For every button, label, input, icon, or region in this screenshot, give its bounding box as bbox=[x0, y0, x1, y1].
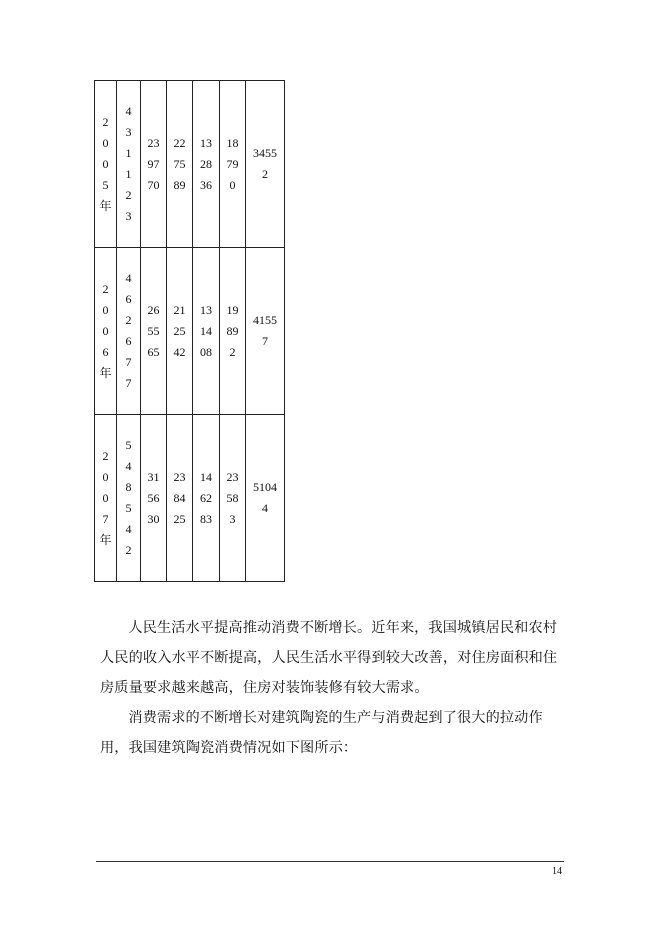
value-cell: 31 56 30 bbox=[141, 415, 167, 582]
value-cell: 23 58 3 bbox=[220, 415, 246, 582]
year-cell: 2 0 0 5 年 bbox=[95, 81, 117, 248]
total-cell: 4 6 2 6 7 7 bbox=[117, 248, 141, 415]
value-cell: 13 14 08 bbox=[193, 248, 220, 415]
body-paragraph: 消费需求的不断增长对建筑陶瓷的生产与消费起到了很大的拉动作用，我国建筑陶瓷消费情况如下图所示： bbox=[100, 710, 543, 756]
year-cell: 2 0 0 6 年 bbox=[95, 248, 117, 415]
body-paragraph: 人民生活水平提高推动消费不断增长。近年来，我国城镇居民和农村人民的收入水平不断提高，人民生活水平得到较大改善，对住房面积和住房质量要求越来越高，住房对装饰装修有较大需求。 bbox=[100, 620, 558, 696]
table-row bbox=[95, 81, 285, 248]
value-cell: 23 84 25 bbox=[167, 415, 193, 582]
total-cell: 4 3 1 1 2 3 bbox=[117, 81, 141, 248]
table-row bbox=[95, 248, 285, 415]
table-row bbox=[95, 415, 285, 582]
value-cell: 5104 4 bbox=[246, 415, 285, 582]
value-cell: 13 28 36 bbox=[193, 81, 220, 248]
total-cell: 5 4 8 5 4 2 bbox=[117, 415, 141, 582]
page-number: 14 bbox=[552, 866, 562, 877]
value-cell: 26 55 65 bbox=[141, 248, 167, 415]
value-cell: 3455 2 bbox=[246, 81, 285, 248]
year-cell: 2 0 0 7 年 bbox=[95, 415, 117, 582]
value-cell: 21 25 42 bbox=[167, 248, 193, 415]
ceramics-data-table bbox=[94, 80, 285, 582]
value-cell: 4155 7 bbox=[246, 248, 285, 415]
value-cell: 23 97 70 bbox=[141, 81, 167, 248]
value-cell: 22 75 89 bbox=[167, 81, 193, 248]
footer-divider bbox=[96, 861, 564, 862]
value-cell: 14 62 83 bbox=[193, 415, 220, 582]
value-cell: 19 89 2 bbox=[220, 248, 246, 415]
value-cell: 18 79 0 bbox=[220, 81, 246, 248]
